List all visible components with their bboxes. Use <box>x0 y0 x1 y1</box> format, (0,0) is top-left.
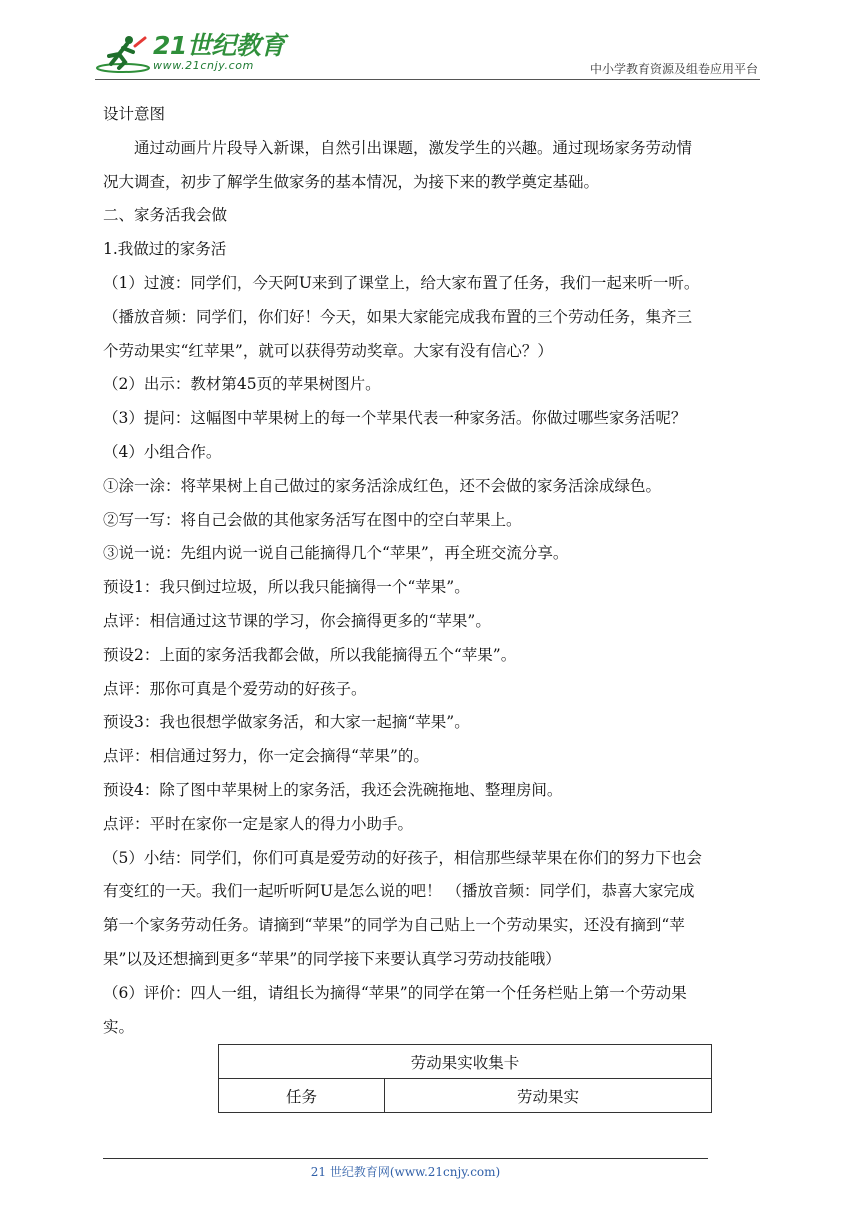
header-divider <box>95 79 760 80</box>
paragraph-line: （4）小组合作。 <box>103 442 222 461</box>
paragraph-line: 点评：相信通过这节课的学习，你会摘得更多的“苹果”。 <box>103 611 491 630</box>
paragraph-line: 实。 <box>103 1017 135 1036</box>
logo-url: www.21cnjy.com <box>153 59 254 72</box>
paragraph-line: （3）提问：这幅图中苹果树上的每一个苹果代表一种家务活。你做过哪些家务活呢？ <box>103 409 687 428</box>
paragraph-line: 有变红的一天。我们一起听听阿U是怎么说的吧！ （播放音频：同学们，恭喜大家完成 <box>103 882 695 901</box>
fruit-collection-card <box>218 1044 712 1113</box>
platform-title: 中小学教育资源及组卷应用平台 <box>589 62 758 76</box>
footer-divider <box>103 1158 708 1159</box>
paragraph-line: 预设4：除了图中苹果树上的家务活，我还会洗碗拖地、整理房间。 <box>103 780 563 799</box>
paragraph-line: （5）小结：同学们，你们可真是爱劳动的好孩子，相信那些绿苹果在你们的努力下也会 <box>103 848 702 867</box>
column-header-fruit: 劳动果实 <box>385 1079 712 1113</box>
section-heading: 设计意图 <box>103 105 166 123</box>
page-header <box>95 28 760 78</box>
paragraph-line: 第一个家务劳动任务。请摘到“苹果”的同学为自己贴上一个劳动果实，还没有摘到“苹 <box>103 916 685 935</box>
site-logo[interactable] <box>95 32 285 74</box>
column-header-task: 任务 <box>219 1079 385 1113</box>
paragraph-line: 点评：平时在家你一定是家人的得力小助手。 <box>103 814 414 833</box>
paragraph-line: （播放音频：同学们，你们好！今天，如果大家能完成我布置的三个劳动任务，集齐三 <box>103 307 693 326</box>
subsection-heading: 1.我做过的家务活 <box>103 240 227 259</box>
footer-link[interactable]: 21 世纪教育网(www.21cnjy.com) <box>310 1165 501 1179</box>
paragraph-line: （1）过渡：同学们，今天阿U来到了课堂上，给大家布置了任务，我们一起来听一听。 <box>103 273 700 292</box>
paragraph-line: （6）评价：四人一组，请组长为摘得“苹果”的同学在第一个任务栏贴上第一个劳动果 <box>103 983 687 1002</box>
logo-name: 21世纪教育 <box>153 31 285 60</box>
paragraph-line: ②写一写：将自己会做的其他家务活写在图中的空白苹果上。 <box>103 510 522 529</box>
paragraph-line: 预设1：我只倒过垃圾，所以我只能摘得一个“苹果”。 <box>103 578 470 597</box>
paragraph-line: （2）出示：教材第45页的苹果树图片。 <box>103 375 381 394</box>
runner-logo-icon <box>95 32 151 74</box>
paragraph-line: 果”以及还想摘到更多“苹果”的同学接下来要认真学习劳动技能哦） <box>103 949 561 968</box>
paragraph-line: 预设3：我也很想学做家务活，和大家一起摘“苹果”。 <box>103 713 470 732</box>
document-body <box>103 98 763 1044</box>
paragraph-line: ①涂一涂：将苹果树上自己做过的家务活涂成红色，还不会做的家务活涂成绿色。 <box>103 476 662 495</box>
paragraph-line: 预设2：上面的家务活我都会做，所以我能摘得五个“苹果”。 <box>103 645 517 664</box>
paragraph-line: 况大调查，初步了解学生做家务的基本情况，为接下来的教学奠定基础。 <box>103 172 600 191</box>
paragraph-line: 通过动画片片段导入新课，自然引出课题，激发学生的兴趣。通过现场家务劳动情 <box>134 138 693 157</box>
paragraph-line: 个劳动果实“红苹果”，就可以获得劳动奖章。大家有没有信心？） <box>103 341 553 360</box>
card-title: 劳动果实收集卡 <box>219 1045 712 1079</box>
paragraph-line: 点评：那你可真是个爱劳动的好孩子。 <box>103 679 367 698</box>
paragraph-line: 点评：相信通过努力，你一定会摘得“苹果”的。 <box>103 747 429 766</box>
section-heading: 二、家务活我会做 <box>103 206 228 225</box>
paragraph-line: ③说一说：先组内说一说自己能摘得几个“苹果”，再全班交流分享。 <box>103 544 569 563</box>
